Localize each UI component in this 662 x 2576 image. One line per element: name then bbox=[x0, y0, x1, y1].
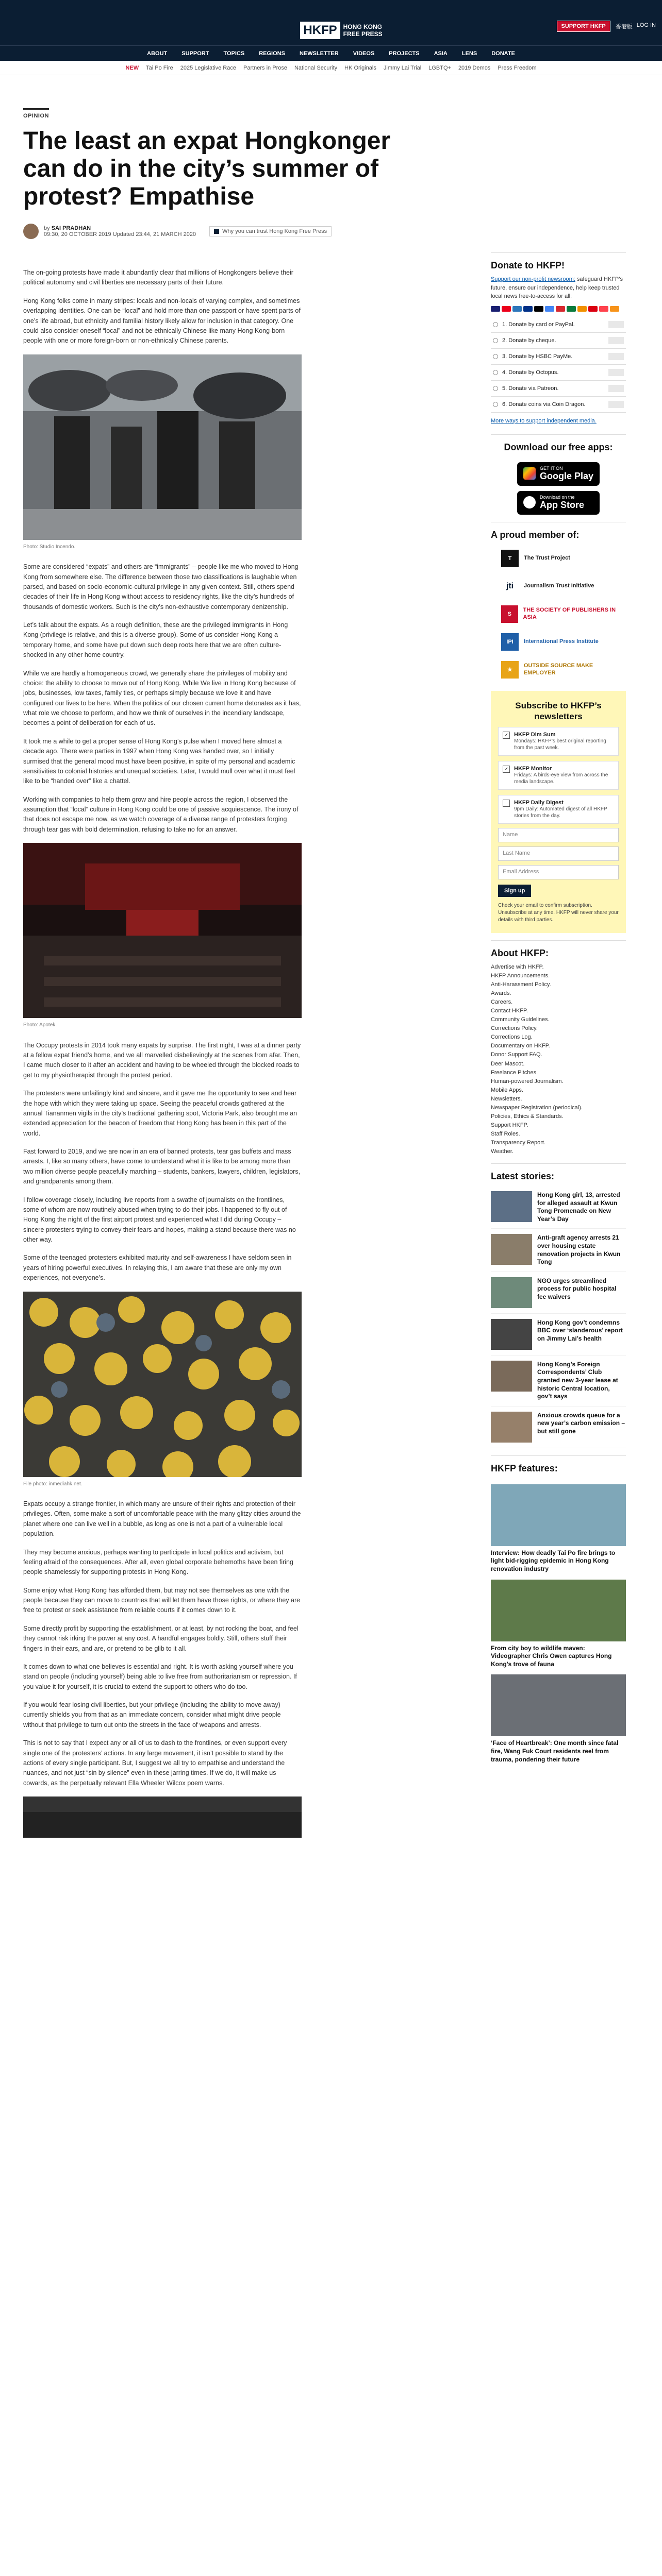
story-thumbnail bbox=[491, 1412, 532, 1443]
newsletter-option[interactable] bbox=[498, 795, 619, 824]
newsletter-name: HKFP Monitor bbox=[514, 766, 552, 772]
about-heading: About HKFP: bbox=[491, 940, 626, 963]
member-label: OUTSIDE SOURCE MAKE EMPLOYER bbox=[523, 662, 593, 676]
newsletter-desc: Fridays: A birds-eye view from across the media landscape. bbox=[514, 772, 608, 785]
article-container bbox=[23, 98, 639, 1787]
about-link[interactable]: Documentary on HKFP. bbox=[491, 1043, 550, 1049]
payment-logo-icon bbox=[608, 337, 624, 344]
article-photo bbox=[23, 1292, 302, 1477]
about-link[interactable]: Anti-Harassment Policy. bbox=[491, 981, 551, 988]
donate-option-label: 4. Donate by Octopus. bbox=[502, 369, 559, 376]
donate-option[interactable] bbox=[491, 397, 626, 413]
feature-title: From city boy to wildlife maven: Videographer Chris Owen captures Hong Kong’s trove of fauna bbox=[491, 1644, 612, 1668]
article-photo bbox=[23, 354, 302, 540]
about-link[interactable]: Awards. bbox=[491, 990, 511, 997]
paragraph: Hong Kong folks come in many stripes: locals and non-locals of varying complex, and sometimes overlapping identities. One can be “local” and hold more than one passport or have spent parts of one’s life abroad, but ethnicity and familial history likely allow for inclusion in that category. One could also consider oneself “local” and not be ethnically Chinese like many Hong Kong-born people with one or more foreign-born or non-ethnically Chinese parents. bbox=[23, 297, 301, 345]
paragraph: If you would fear losing civil liberties, but your privilege (including the ability to move away) currently shields you from that as an immediate concern, consider what might drive people without that privilege to turn out onto the streets in the face of weapons and arrests. bbox=[23, 1701, 281, 1728]
newsletter-name: HKFP Dim Sum bbox=[514, 732, 556, 738]
donate-option-label: 1. Donate by card or PayPal. bbox=[502, 321, 575, 328]
feature-item[interactable] bbox=[491, 1674, 626, 1764]
patreon-icon bbox=[599, 306, 608, 312]
trust-project-icon: T bbox=[501, 550, 519, 567]
about-link[interactable]: Careers. bbox=[491, 999, 513, 1006]
donate-option-label: 3. Donate by HSBC PayMe. bbox=[502, 353, 573, 360]
nav-item-lens[interactable]: LENS bbox=[461, 50, 477, 57]
radio-icon bbox=[493, 402, 498, 407]
main-navigation bbox=[0, 45, 662, 61]
donate-option-label: 5. Donate via Patreon. bbox=[502, 385, 559, 392]
about-link[interactable]: Weather. bbox=[491, 1148, 514, 1155]
unionpay-icon bbox=[556, 306, 565, 312]
newsletter-option[interactable] bbox=[498, 727, 619, 756]
paragraph: Some of the teenaged protesters exhibited maturity and self-awareness I have seldom seen in years of hiring powerful executives. In relaying this, I am aware that these are only my own experiences, not everyone’s. bbox=[23, 1254, 292, 1282]
checkbox-checked-icon[interactable]: ✓ bbox=[503, 766, 510, 773]
paragraph: Expats occupy a strange frontier, in which many are unsure of their rights and protection of their privileges. Often, some make a sort of uncomfortable peace with the many glitzy cities around the planet where one can live well in a bubble, as long as one is not a part of a vulnerable local population. bbox=[23, 1500, 301, 1538]
member-ipi[interactable] bbox=[501, 628, 626, 656]
mastercard-icon bbox=[502, 306, 511, 312]
chinese-edition-link[interactable]: 香港版 bbox=[615, 24, 633, 30]
sidebar bbox=[309, 252, 629, 1764]
google-play-big: Google Play bbox=[540, 471, 594, 481]
payment-logo-icon bbox=[608, 353, 624, 360]
member-label: THE SOCIETY OF PUBLISHERS IN ASIA bbox=[523, 606, 616, 620]
paragraph: Some directly profit by supporting the establishment, or at least, by not rocking the boat, and feel they cannot risk irking the power at any cost. A handful engages boldly. Still, others stuff their fingers in their ears, and are, or pretend to be glib to it all. bbox=[23, 1624, 299, 1652]
umbrella-crowd-image bbox=[23, 1292, 302, 1477]
app-store-button[interactable] bbox=[517, 491, 600, 515]
donate-option[interactable] bbox=[491, 317, 626, 333]
checkbox-icon[interactable] bbox=[503, 800, 510, 807]
payme-icon bbox=[588, 306, 598, 312]
story-title: NGO urges streamlined process for public hospital fee waivers bbox=[537, 1277, 617, 1300]
apple-pay-icon bbox=[534, 306, 543, 312]
login-link[interactable]: LOG IN bbox=[636, 22, 656, 28]
paragraph: Some enjoy what Hong Kong has afforded them, but may not see themselves as one with the people because they can move to countries that will let them have those rights, or where they are free to protest or seek assistance from reliable courts if it comes down to it. bbox=[23, 1586, 301, 1614]
donate-text: safeguard HKFP’s future, ensure our independence, help keep trusted local news free-to-access for all: bbox=[491, 276, 623, 299]
about-link[interactable]: Support HKFP. bbox=[491, 1122, 528, 1128]
jcb-icon bbox=[567, 306, 576, 312]
article-photo bbox=[23, 843, 302, 1018]
features-heading: HKFP features: bbox=[491, 1455, 626, 1478]
name-input[interactable]: Name bbox=[498, 828, 619, 842]
trending-link[interactable]: 2025 Legislative Race bbox=[180, 64, 236, 71]
jti-icon: jti bbox=[506, 581, 514, 590]
member-label: The Trust Project bbox=[524, 554, 570, 561]
trust-icon bbox=[214, 229, 219, 234]
amex-icon bbox=[512, 306, 522, 312]
story-title: Hong Kong gov’t condemns BBC over ‘slanderous’ report on Jimmy Lai’s health bbox=[537, 1318, 623, 1342]
feature-image bbox=[491, 1580, 626, 1641]
logo-text-line-2: FREE PRESS bbox=[343, 30, 383, 38]
radio-icon bbox=[493, 322, 498, 327]
paypal-icon bbox=[523, 306, 533, 312]
radio-icon bbox=[493, 354, 498, 359]
app-store-big: App Store bbox=[540, 500, 585, 510]
visa-icon bbox=[491, 306, 500, 312]
checkbox-checked-icon[interactable]: ✓ bbox=[503, 732, 510, 739]
newsletter-desc: Mondays: HKFP’s best original reporting from the past week. bbox=[514, 738, 606, 751]
story-item[interactable] bbox=[491, 1229, 626, 1272]
payment-logo-icon bbox=[608, 321, 624, 328]
donate-description bbox=[491, 275, 626, 301]
nav-item-videos[interactable]: VIDEOS bbox=[353, 50, 375, 57]
nav-item-newsletter[interactable]: NEWSLETTER bbox=[299, 50, 339, 57]
site-logo[interactable] bbox=[300, 22, 382, 39]
ceremony-image bbox=[23, 843, 302, 1018]
newsletter-desc: 9pm Daily: Automated digest of all HKFP stories from the day. bbox=[514, 806, 607, 819]
about-link[interactable]: Newsletters. bbox=[491, 1095, 522, 1102]
article-body bbox=[23, 268, 302, 1841]
google-play-small: GET IT ON bbox=[540, 466, 563, 471]
payment-methods bbox=[491, 306, 626, 312]
radio-icon bbox=[493, 370, 498, 375]
crowd-image-partial bbox=[23, 1797, 302, 1838]
trending-link[interactable]: Jimmy Lai Trial bbox=[383, 64, 422, 71]
story-thumbnail bbox=[491, 1277, 532, 1308]
google-play-icon bbox=[523, 467, 536, 480]
about-link[interactable]: Community Guidelines. bbox=[491, 1016, 550, 1023]
bitcoin-icon bbox=[610, 306, 619, 312]
member-heading: A proud member of: bbox=[491, 522, 626, 545]
protest-crowd-image bbox=[23, 354, 302, 540]
about-link[interactable]: Deer Mascot. bbox=[491, 1060, 525, 1067]
donate-option-label: 2. Donate by cheque. bbox=[502, 337, 556, 344]
paragraph: Some are considered “expats” and others are “immigrants” – people like me who moved to Hong Kong from somewhere else. The difference between those two classifications is laughable when parsed, and based on socio-economic-cultural privilege in any given context. Still, others spend decades of their life in Hong Kong without access to residency rights, like the city’s hundreds of thousands of domestic workers. Such is the city’s non-exhaustive contemporary denizenship. bbox=[23, 563, 299, 611]
paragraph: I follow coverage closely, including live reports from a swathe of journalists on the frontlines, some of whom are now routinely abused when trying to do their jobs. I happened to fly out of Hong Kong the night of the first airport protest and experienced what I did during Occupy – sincere protesters trying to convey their fears and hopes, making a stand because there was no other way. bbox=[23, 1196, 296, 1243]
trending-link[interactable]: Tai Po Fire bbox=[146, 64, 173, 71]
photo-caption: File photo: inmediahk.net. bbox=[23, 1481, 82, 1487]
newsletter-name: HKFP Daily Digest bbox=[514, 800, 564, 806]
paragraph: The protesters were unfailingly kind and sincere, and it gave me the opportunity to see and hear the hope with which they were taking up space. Seeing the peaceful crowds gathered at the annual Tiananmen vigils in the city’s traditional gathering spot, Victoria Park, also brought me an extended appreciation for the beacon of freedom that Hong Kong has been in this part of the world. bbox=[23, 1090, 297, 1137]
about-link[interactable]: Mobile Apps. bbox=[491, 1087, 523, 1093]
google-pay-icon bbox=[545, 306, 554, 312]
nav-item-projects[interactable]: PROJECTS bbox=[389, 50, 420, 57]
donate-link[interactable]: Support our non-profit newsroom; bbox=[491, 276, 575, 282]
story-thumbnail bbox=[491, 1191, 532, 1222]
nav-item-support[interactable]: SUPPORT bbox=[181, 50, 209, 57]
donate-option[interactable] bbox=[491, 381, 626, 397]
about-link[interactable]: Corrections Log. bbox=[491, 1034, 533, 1041]
paragraph: Fast forward to 2019, and we are now in an era of banned protests, tear gas buffets and mass arrests. I, like so many others, have come to understand what it is like to be among more than two million diverse people peacefully marching – students, bankers, lawyers, children, legislators, and grandparents among them. bbox=[23, 1148, 301, 1185]
article-photo bbox=[23, 1797, 302, 1838]
trending-bar bbox=[0, 61, 662, 75]
trending-link[interactable]: 2019 Demos bbox=[458, 64, 491, 71]
payment-logo-icon bbox=[608, 385, 624, 392]
newsletter-heading: Subscribe to HKFP’s newsletters bbox=[515, 700, 602, 721]
story-item[interactable] bbox=[491, 1272, 626, 1314]
publish-dates: 09:30, 20 OCTOBER 2019 Updated 23:44, 21 MARCH 2020 bbox=[44, 231, 196, 238]
donate-heading: Donate to HKFP! bbox=[491, 252, 626, 275]
about-link[interactable]: Transparency Report. bbox=[491, 1139, 545, 1146]
apple-icon bbox=[523, 496, 536, 509]
paragraph: The on-going protests have made it abundantly clear that millions of Hongkongers believe their political autonomy and civil liberties are necessary parts of their future. bbox=[23, 269, 293, 286]
about-link[interactable]: Contact HKFP. bbox=[491, 1008, 528, 1014]
signup-button[interactable]: Sign up bbox=[498, 885, 531, 897]
donate-option-label: 6. Donate coins via Coin Dragon. bbox=[502, 401, 586, 408]
last-name-input[interactable]: Last Name bbox=[498, 846, 619, 861]
member-jti[interactable] bbox=[501, 572, 626, 600]
newsletter-option[interactable] bbox=[498, 761, 619, 790]
masthead bbox=[0, 0, 662, 45]
paragraph: They may become anxious, perhaps wanting to participate in local politics and activism, but feeling afraid of the consequences. After all, even global corporate behemoths have been firing people shamelessly for supporting protests in Hong Kong. bbox=[23, 1548, 293, 1576]
photo-caption: Photo: Studio Incendo. bbox=[23, 544, 76, 550]
trending-link[interactable]: Press Freedom bbox=[498, 64, 537, 71]
new-badge: NEW bbox=[125, 64, 139, 71]
more-ways-link[interactable]: More ways to support independent media. bbox=[491, 417, 597, 424]
about-link[interactable]: Staff Roles. bbox=[491, 1130, 520, 1137]
about-link[interactable]: Corrections Policy. bbox=[491, 1025, 538, 1032]
apps-heading: Download our free apps: bbox=[491, 434, 626, 457]
paragraph: Working with companies to help them grow and hire people across the region, I observed the assumption that “local” culture in Hong Kong could be one of passive acquiescence. The irony of that does not escape me now, as we watch coverage of a diverse range of protesters forging through tear gas with bold determination, refusing to take no for an answer. bbox=[23, 795, 299, 833]
about-link[interactable]: Freelance Pitches. bbox=[491, 1069, 538, 1076]
story-title: Anti-graft agency arrests 21 over housing estate renovation projects in Kwun Tong bbox=[537, 1234, 621, 1266]
email-input[interactable]: Email Address bbox=[498, 865, 619, 879]
trending-link[interactable]: National Security bbox=[294, 64, 338, 71]
by-label: by bbox=[44, 225, 50, 232]
paragraph: Let’s talk about the expats. As a rough definition, these are the privileged immigrants in Hong Kong (privilege is relative, and this is a diverse group). Some of us consider Hong Kong a temporary home, and some have put down such deep roots here that we are often culture-shocked in any other home country. bbox=[23, 621, 288, 659]
member-trust-project[interactable] bbox=[501, 545, 626, 572]
author-name[interactable]: SAI PRADHAN bbox=[51, 225, 91, 232]
about-link[interactable]: Policies, Ethics & Standards. bbox=[491, 1113, 564, 1120]
trust-badge[interactable] bbox=[209, 226, 332, 236]
radio-icon bbox=[493, 338, 498, 343]
feature-title: Interview: How deadly Tai Po fire brings to light bid-rigging epidemic in Hong Kong renovation industry bbox=[491, 1549, 616, 1572]
feature-item[interactable] bbox=[491, 1580, 626, 1669]
story-item[interactable] bbox=[491, 1355, 626, 1406]
story-title: Hong Kong girl, 13, arrested for alleged assault at Kwun Tong Promenade on New Year’s Day bbox=[537, 1191, 620, 1223]
payment-logo-icon bbox=[608, 369, 624, 376]
paragraph: While we are hardly a homogeneous crowd, we generally share the privileges of mobility and choice: the ability to choose to move out of Hong Kong. While We live in Hong Kong because of jobs, businesses, low taxes, family ties, or perhaps simply because we love it and have configured our lives to be here. When the politics of our chosen current home detonates as it has, what role we choose to perform, and how we think of ourselves in the incendiary landscape, becomes a point of deliberation for each of us. bbox=[23, 669, 301, 727]
logo-mark: HKFP bbox=[300, 22, 340, 39]
nav-item-regions[interactable]: REGIONS bbox=[259, 50, 285, 57]
nav-item-asia[interactable]: ASIA bbox=[434, 50, 448, 57]
paragraph: The Occupy protests in 2014 took many expats by surprise. The first night, I was at a dinner party at a fellow expat friend’s home, and we all marvelled disbelievingly at the scenes from afar. Then, I came much closer to it after an accident and having to be wheeled through the blocked roads to get to my physiotherapist through the protest period. bbox=[23, 1041, 301, 1079]
story-title: Anxious crowds queue for a new year’s carbon emission – but still gone bbox=[537, 1411, 625, 1435]
nav-item-donate[interactable]: DONATE bbox=[491, 50, 515, 57]
trending-link[interactable]: LGBTQ+ bbox=[428, 64, 451, 71]
feature-image bbox=[491, 1674, 626, 1736]
octopus-icon bbox=[577, 306, 587, 312]
byline bbox=[23, 224, 639, 239]
member-outside-source[interactable] bbox=[501, 656, 626, 684]
google-play-button[interactable] bbox=[517, 462, 600, 486]
payment-logo-icon bbox=[608, 401, 624, 408]
outside-source-icon: ★ bbox=[501, 661, 519, 679]
paragraph: This is not to say that I expect any or all of us to dash to the frontlines, or even support every single one of the protesters’ actions. In any large movement, it isn’t possible to stand by the actions of every single participant. But, I suggest we all try to empathise and understand the nuances, and not just “sin by silence” even in these jarring times. If we do, it will make us cowards, as the perpetually relevant Ella Wheeler Wilcox poem warns. bbox=[23, 1739, 287, 1787]
feature-item[interactable] bbox=[491, 1484, 626, 1573]
about-link[interactable]: Advertise with HKFP. bbox=[491, 964, 544, 970]
about-link[interactable]: Human-powered Journalism. bbox=[491, 1078, 564, 1084]
paragraph: It took me a while to get a proper sense of Hong Kong’s pulse when I moved here almost a decade ago. There were parties in 1997 when Hong Kong was handed over, so I initially surmised that the general mood must have been positive, in spite of my personal and academic sensitivities to colonial histories and unequal societies. Later, I would mull over what it must feel like to be “handed over” like a chattel. bbox=[23, 737, 295, 785]
sopa-icon: S bbox=[501, 605, 518, 623]
story-thumbnail bbox=[491, 1361, 532, 1392]
support-hkfp-button[interactable]: SUPPORT HKFP bbox=[557, 21, 610, 32]
donate-option[interactable] bbox=[491, 333, 626, 349]
paragraph: It comes down to what one believes is essential and right. It is worth asking yourself where you stand on people (including yourself) being able to live free from authoritarianism or repression. If you value it for yourself, it is crucial to extend the support to others who do too. bbox=[23, 1663, 297, 1690]
about-link[interactable]: Newspaper Registration (periodical). bbox=[491, 1104, 583, 1111]
story-item[interactable] bbox=[491, 1406, 626, 1448]
ipi-icon: IPI bbox=[501, 633, 519, 651]
logo-text-line-1: HONG KONG bbox=[343, 23, 382, 30]
article-title: The least an expat Hongkonger can do in the city’s summer of protest? Empathise bbox=[23, 127, 391, 210]
story-thumbnail bbox=[491, 1319, 532, 1350]
trending-link[interactable]: HK Originals bbox=[344, 64, 376, 71]
app-store-small: Download on the bbox=[540, 495, 575, 500]
section-label[interactable]: OPINION bbox=[23, 108, 49, 119]
trending-link[interactable]: Partners in Prose bbox=[243, 64, 287, 71]
nav-item-about[interactable]: ABOUT bbox=[147, 50, 168, 57]
story-title: Hong Kong’s Foreign Correspondents’ Club granted new 3-year lease at historic Central location, gov’t says bbox=[537, 1360, 618, 1400]
newsletter-footnote: Check your email to confirm subscription. Unsubscribe at any time. HKFP will never share your details with third parties. bbox=[498, 903, 619, 923]
newsletter-box bbox=[491, 691, 626, 934]
about-link[interactable]: HKFP Announcements. bbox=[491, 973, 550, 979]
donate-option[interactable] bbox=[491, 349, 626, 365]
story-item[interactable] bbox=[491, 1314, 626, 1355]
trust-label: Why you can trust Hong Kong Free Press bbox=[222, 228, 327, 235]
feature-image bbox=[491, 1484, 626, 1546]
radio-icon bbox=[493, 386, 498, 391]
member-sopa[interactable] bbox=[501, 600, 626, 628]
member-label: International Press Institute bbox=[524, 638, 599, 645]
feature-title: ‘Face of Heartbreak’: One month since fatal fire, Wang Fuk Court residents reel from trauma, pondering their future bbox=[491, 1739, 619, 1763]
story-thumbnail bbox=[491, 1234, 532, 1265]
story-item[interactable] bbox=[491, 1186, 626, 1229]
member-label: Journalism Trust Initiative bbox=[524, 582, 594, 589]
donate-option[interactable] bbox=[491, 365, 626, 381]
author-avatar[interactable] bbox=[23, 224, 39, 239]
about-links bbox=[491, 963, 626, 1156]
nav-item-topics[interactable]: TOPICS bbox=[223, 50, 245, 57]
photo-caption: Photo: Apotek. bbox=[23, 1022, 57, 1028]
latest-heading: Latest stories: bbox=[491, 1163, 626, 1186]
about-link[interactable]: Donor Support FAQ. bbox=[491, 1052, 542, 1058]
